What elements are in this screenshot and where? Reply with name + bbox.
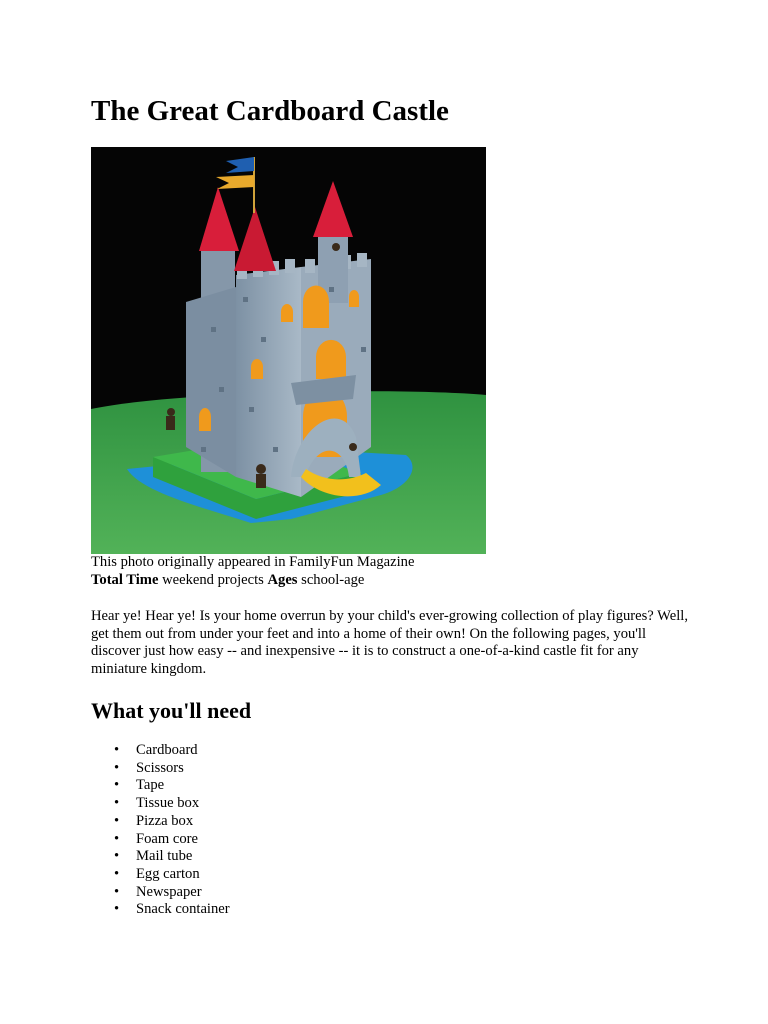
list-item-label: Newspaper: [136, 883, 202, 900]
bullet-icon: •: [114, 848, 120, 865]
list-item-label: Pizza box: [136, 812, 194, 829]
list-item-label: Egg carton: [136, 865, 200, 882]
ages-label: Ages: [267, 571, 298, 588]
list-item: [91, 884, 230, 902]
supplies-heading: What you'll need: [91, 698, 252, 723]
caption-block: [91, 554, 711, 589]
list-item-label: Snack container: [136, 901, 230, 918]
list-item: [91, 795, 230, 813]
bullet-icon: •: [114, 901, 120, 918]
list-item-label: Tape: [136, 777, 165, 794]
total-time-label: Total Time: [91, 571, 159, 588]
list-item-label: Tissue box: [136, 795, 200, 812]
bullet-icon: •: [114, 812, 120, 829]
list-item-label: Cardboard: [136, 742, 198, 758]
list-item: [91, 848, 230, 866]
bullet-icon: •: [114, 777, 120, 794]
page-title: The Great Cardboard Castle: [91, 95, 449, 127]
bullet-icon: •: [114, 883, 120, 900]
list-item: [91, 866, 230, 884]
castle-photo: [91, 147, 486, 554]
list-item-label: Scissors: [136, 759, 184, 776]
bullet-icon: •: [114, 830, 120, 847]
list-item: [91, 760, 230, 778]
list-item: [91, 742, 230, 760]
bullet-icon: •: [114, 795, 120, 812]
list-item: [91, 901, 230, 919]
photo-caption: This photo originally appeared in FamilyFun Magazine: [91, 554, 415, 570]
bullet-icon: •: [114, 759, 120, 776]
supplies-list: [91, 742, 230, 919]
list-item: [91, 777, 230, 795]
project-meta: [91, 572, 711, 590]
total-time-value: weekend projects: [162, 571, 264, 588]
list-item-label: Mail tube: [136, 848, 193, 865]
list-item: [91, 831, 230, 849]
ages-value: school-age: [301, 571, 365, 588]
list-item-label: Foam core: [136, 830, 199, 847]
bullet-icon: •: [114, 865, 120, 882]
intro-paragraph: Hear ye! Hear ye! Is your home overrun by your child's ever-growing collection of play figures? Well, get them out from under your feet and into a home of their own! On the following pages, you'll discover just how easy -- and inexpensive -- it is to construct a one-of-a-kind castle fit for any miniature kingdom.: [91, 608, 689, 678]
bullet-icon: •: [114, 742, 120, 758]
list-item: [91, 813, 230, 831]
